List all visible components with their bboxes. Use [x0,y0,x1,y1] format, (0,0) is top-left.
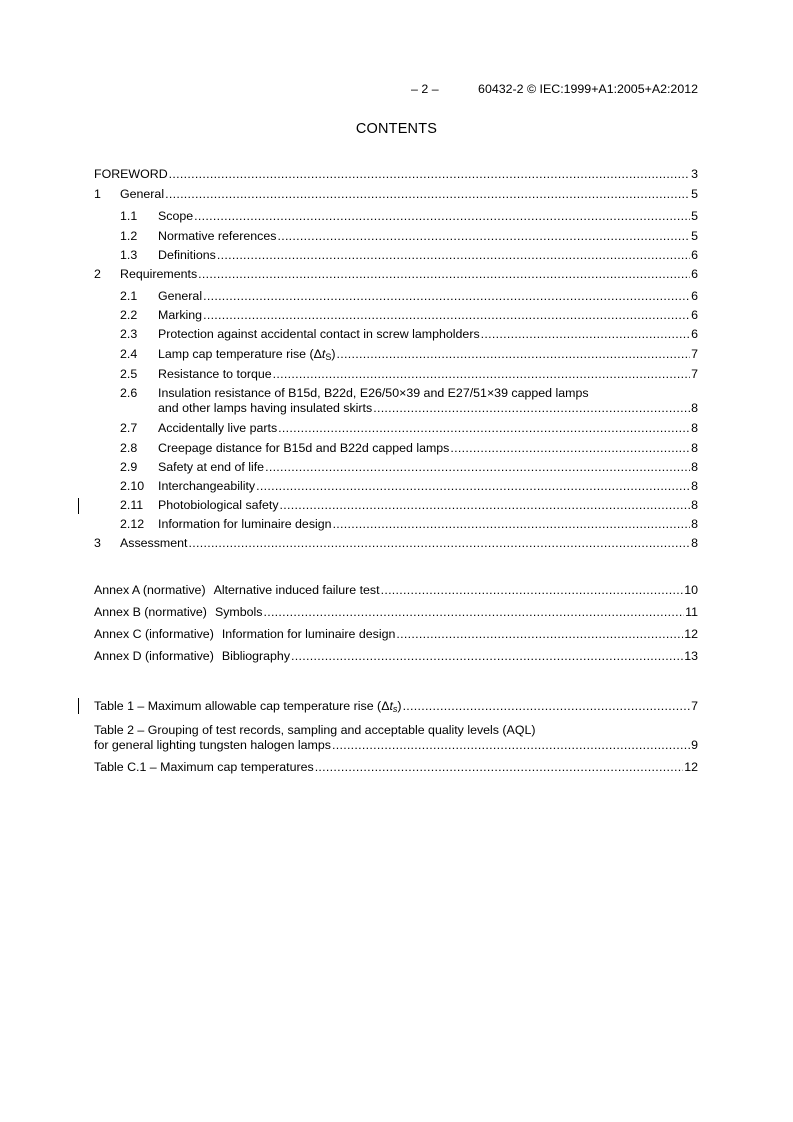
toc-label: Normative references [158,229,277,243]
dot-leader [291,649,683,664]
toc-page: 8 [691,460,698,474]
annex-prefix: Annex B (normative) [94,605,207,619]
toc-label: Scope [158,209,194,223]
toc-entry-2-6[interactable] [120,385,698,401]
toc-page: 11 [685,605,698,619]
toc-page: 6 [691,267,698,281]
dot-leader [450,441,690,456]
toc-label: Safety at end of life [158,460,265,474]
toc-annex-d[interactable] [94,648,698,664]
toc-label: Definitions [158,248,216,262]
toc-label: Photobiological safety [158,498,279,512]
toc-page: 7 [691,367,698,381]
table-label [94,699,402,714]
toc-entry-1-1[interactable] [120,208,698,224]
toc-entry-2-9[interactable] [120,459,698,475]
toc-number: 2.9 [120,460,138,474]
dot-leader [332,738,690,753]
toc-entry-1-2[interactable] [120,228,698,244]
toc-label: Accidentally live parts [158,421,278,435]
variable-t: t [389,699,393,713]
toc-page: 13 [684,649,698,663]
toc-page: 8 [691,479,698,493]
toc-page: 7 [691,699,698,713]
toc-entry-2-1[interactable] [120,288,698,304]
toc-number: 2.1 [120,289,138,303]
annex-prefix: Annex A (normative) [94,583,206,597]
dot-leader [203,289,690,304]
change-bar [78,498,79,514]
toc-page: 12 [684,760,698,774]
dot-leader [256,479,690,494]
close-paren: ) [331,347,336,361]
toc-label: Information for luminaire design [158,517,332,531]
dot-leader [265,460,690,475]
toc-entry-2-5[interactable] [120,366,698,382]
toc-entry-2-11[interactable] [120,497,698,513]
toc-table-2-cont[interactable] [94,737,698,753]
toc-page: 6 [691,327,698,341]
dot-leader [217,248,690,263]
dot-leader [194,209,690,224]
toc-entry-2-6-cont[interactable] [120,400,698,416]
toc-page: 10 [684,583,698,597]
toc-page: 12 [684,627,698,641]
dot-leader [263,605,684,620]
toc-page: 5 [691,187,698,201]
toc-page: 8 [691,517,698,531]
toc-entry-3[interactable] [94,535,698,551]
toc-entry-2[interactable] [94,266,698,282]
toc-page: 7 [691,347,698,361]
dot-leader [403,699,691,714]
page-title: CONTENTS [355,121,438,137]
toc-entry-foreword[interactable] [94,166,698,182]
toc-number: 2.4 [120,347,138,361]
change-bar [78,698,79,714]
toc-annex-b[interactable] [94,604,698,620]
toc-number: 2.10 [120,479,145,493]
table-label: Table C.1 – Maximum cap temperatures [94,760,314,774]
dot-leader [373,401,690,416]
toc-number: 1.3 [120,248,138,262]
delta-symbol: Δ [313,347,322,361]
dot-leader [481,327,690,342]
dot-leader [277,229,690,244]
toc-entry-2-12[interactable] [120,516,698,532]
toc-label: General [120,187,165,201]
close-paren: ) [397,699,402,713]
toc-number: 3 [94,536,101,550]
annex-label: Symbols [214,605,263,619]
toc-entry-2-4[interactable] [120,346,698,362]
toc-page: 5 [691,229,698,243]
toc-page: 8 [691,536,698,550]
toc-label: Requirements [120,267,198,281]
toc-number: 2 [94,267,101,281]
subscript: S [325,352,332,362]
toc-entry-2-2[interactable] [120,307,698,323]
toc-label: General [158,289,203,303]
toc-label-line2: and other lamps having insulated skirts [158,401,373,415]
table-label-line2: for general lighting tungsten halogen lamps [94,738,331,752]
toc-page: 8 [691,401,698,415]
toc-page: 8 [691,498,698,512]
dot-leader [203,308,690,323]
toc-page: 8 [691,421,698,435]
toc-label: Creepage distance for B15d and B22d capped lamps [158,441,450,455]
toc-number: 1.1 [120,209,138,223]
dot-leader [169,167,690,182]
toc-entry-2-7[interactable] [120,420,698,436]
page-header [411,82,698,96]
toc-label: FOREWORD [94,167,168,181]
toc-page: 6 [691,248,698,262]
toc-entry-1[interactable] [94,186,698,202]
toc-table-1[interactable] [94,698,698,714]
annex-label: Information for luminaire design [221,627,396,641]
dot-leader [165,187,690,202]
toc-label-text: Lamp cap temperature rise ( [158,347,314,361]
toc-page: 8 [691,441,698,455]
toc-number: 1.2 [120,229,138,243]
delta-symbol: Δ [381,699,390,713]
toc-label: Marking [158,308,203,322]
dot-leader [396,627,683,642]
dot-leader [198,267,690,282]
page-number: – 2 – [411,82,439,96]
table-label-text: Table 1 – Maximum allowable cap temperature rise ( [94,699,382,713]
subscript: s [392,704,398,714]
dot-leader [315,760,684,775]
toc-label-line1: Insulation resistance of B15d, B22d, E26/50×39 and E27/51×39 capped lamps [158,386,589,400]
dot-leader [280,498,691,513]
document-reference: 60432-2 © IEC:1999+A1:2005+A2:2012 [478,82,698,96]
toc-label: Protection against accidental contact in screw lampholders [158,327,480,341]
table-label-line1: Table 2 – Grouping of test records, sampling and acceptable quality levels (AQL) [94,723,536,737]
toc-page: 5 [691,209,698,223]
dot-leader [333,517,691,532]
toc-number: 1 [94,187,101,201]
dot-leader [273,367,690,382]
dot-leader [337,347,691,362]
toc-number: 2.3 [120,327,138,341]
toc-page: 6 [691,289,698,303]
annex-label: Bibliography [221,649,291,663]
toc-label [158,347,336,362]
toc-page: 6 [691,308,698,322]
toc-page: 3 [691,167,698,181]
toc-number: 2.11 [120,498,144,512]
toc-annex-c[interactable] [94,626,698,642]
toc-number: 2.12 [120,517,145,531]
toc-label: Resistance to torque [158,367,272,381]
variable-t: t [321,347,326,361]
toc-number: 2.2 [120,308,138,322]
toc-table-2[interactable] [94,722,698,738]
annex-label: Alternative induced failure test [213,583,380,597]
toc-label: Interchangeability [158,479,256,493]
dot-leader [188,536,690,551]
toc-number: 2.8 [120,441,138,455]
toc-entry-2-3[interactable] [120,326,698,342]
toc-number: 2.7 [120,421,138,435]
toc-page: 9 [691,738,698,752]
toc-number: 2.6 [120,386,138,400]
toc-label: Assessment [120,536,188,550]
toc-entry-2-8[interactable] [120,440,698,456]
toc-annex-a[interactable] [94,582,698,598]
toc-number: 2.5 [120,367,138,381]
annex-prefix: Annex C (informative) [94,627,214,641]
dot-leader [381,583,684,598]
toc-table-c1[interactable] [94,759,698,775]
toc-entry-1-3[interactable] [120,247,698,263]
toc-entry-2-10[interactable] [120,478,698,494]
annex-prefix: Annex D (informative) [94,649,214,663]
dot-leader [278,421,690,436]
